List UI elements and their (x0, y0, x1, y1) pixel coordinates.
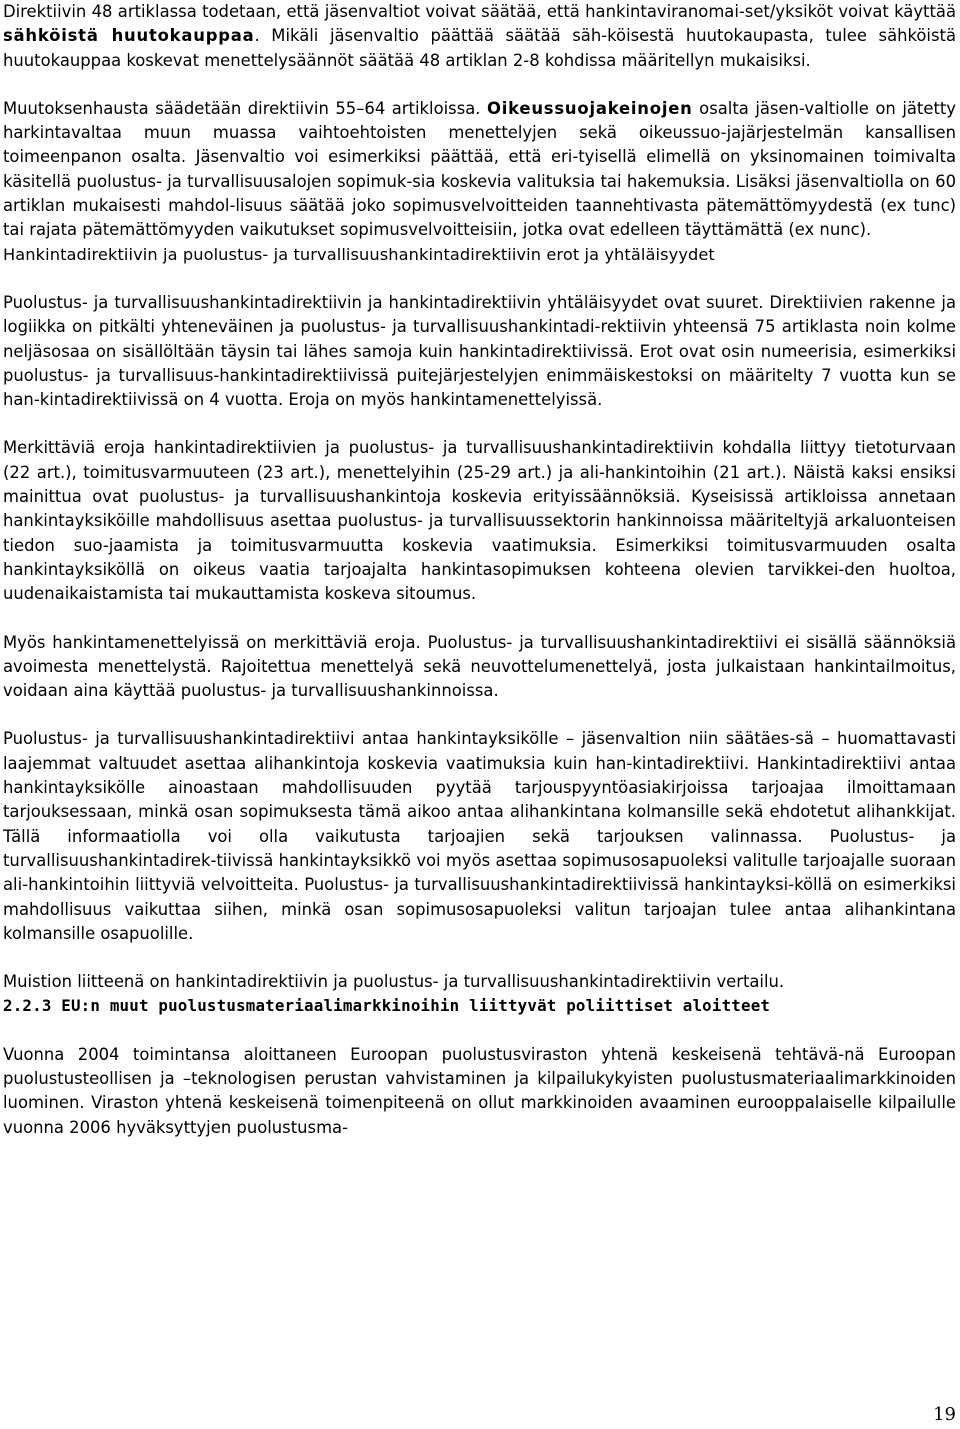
paragraph-annex: Muistion liitteenä on hankintadirektiivin ja puolustus- ja turvallisuushankintadirektiivin vertailu. (3, 972, 785, 992)
section-subheading: Hankintadirektiivin ja puolustus- ja turvallisuushankintadirektiivin erot ja yhtäläisyydet (3, 244, 715, 264)
paragraph-subcontracting: Puolustus- ja turvallisuushankintadirektiivi antaa hankintayksikölle – jäsenvaltion niin säätäes-sä – huomattavasti laajemmat valtuudet asettaa alihankintoja koskevia vaatimuksia kuin han-kintadirektiivi. Hankintadirektiivi antaa hankintayksikölle ainoastaan mahdollisuuden pyytää tarjouspyyntöasiakirjoissa tarjoajaa ilmoittamaan tarjouksessaan, minkä osan sopimuksesta tämä aikoo antaa alihankintana kolmansille sekä ehdotetut alihankkijat. Tällä informaatiolla voi olla vaikutusta tarjoajien sekä tarjouksen valinnassa. Puolustus- ja turvallisuushankintadirek-tiivissä hankintayksikkö voi myös asettaa sopimusosapuoleksi valitulle tarjoajalle suoraan ali-hankintoihin liittyviä velvoitteita. Puolustus- ja turvallisuushankintadirektiivissä hankintayksi-köllä on esimerkiksi mahdollisuus vaikuttaa siihen, minkä osan sopimusosapuoleksi valitun tarjoajan tulee antaa alihankintana kolmansille osapuolille. (3, 729, 956, 943)
section-heading: 2.2.3 EU:n muut puolustusmateriaalimarkkinoihin liittyvät poliittiset aloitteet (3, 996, 771, 1016)
page-number: 19 (933, 1404, 956, 1425)
emphasis-remedies: Oikeussuojakeinojen (487, 98, 693, 118)
paragraph-similarities: Puolustus- ja turvallisuushankintadirektiivin ja hankintadirektiivin yhtäläisyydet ovat suuret. Direktiivien rakenne ja logiikka on pitkälti yhteneväinen ja puolustus- ja turvallisuushankintadi-rektiivin yhteensä 75 artiklasta noin kolme neljäsosaa on sisällöltään täysin tai lähes samoja kuin hankintadirektiivissä. Erot ovat osin numeerisia, esimerkiksi puolustus- ja turvallisuus-hankintadirektiivissä puitejärjestelyjen enimmäiskestoksi on määritelty 7 vuotta kun se han-kintadirektiivissä on 4 vuotta. Eroja on myös hankintamenettelyissä. (3, 292, 956, 410)
paragraph-differences: Merkittäviä eroja hankintadirektiivien ja puolustus- ja turvallisuushankintadirektiivin kohdalla liittyy tietoturvaan (22 art.), toimitusvarmuuteen (23 art.), menettelyihin (25-29 art.) ja ali-hankintoihin (21 art.). Näistä kaksi ensiksi mainittua ovat puolustus- ja turvallisuushankintoja koskevia erityissäännöksiä. Kyseisissä artikloissa annetaan hankintayksiköille mahdollisuus asettaa puolustus- ja turvallisuussektorin hankinnoissa määriteltyjä arkaluonteisen tiedon suo-jaamista ja toimitusvarmuutta koskevia vaatimuksia. Esimerkiksi toimitusvarmuuden osalta hankintayksiköllä on oikeus vaatia tarjoajalta hankintasopimuksen kohteena olevien tarvikkei-den huoltoa, uudenaikaistamista tai mukauttamista koskeva sitoumus. (3, 438, 956, 604)
paragraph-electronic-auction: Direktiivin 48 artiklassa todetaan, että jäsenvaltiot voivat säätää, että hankintaviranomai-set/yksiköt voivat käyttää sähköistä huutokauppaa. Mikäli jäsenvaltio päättää säätää säh-köisestä huutokaupasta, tulee sähköistä huutokauppaa koskevat menettelysäännöt säätää 48 artiklan 2-8 kohdissa määritellyn mukaisiksi. (3, 2, 956, 70)
emphasis-electronic-auction: sähköistä huutokauppaa (3, 26, 255, 46)
paragraph-eda: Vuonna 2004 toimintansa aloittaneen Euroopan puolustusviraston yhtenä keskeisenä tehtävä-nä Euroopan puolustusteollisen ja –teknologisen perustan vahvistaminen ja kilpailukykyisten puolustusmateriaalimarkkinoiden luominen. Viraston yhtenä keskeisenä toimenpiteenä on ollut markkinoiden avaaminen eurooppalaiselle kilpailulle vuonna 2006 hyväksyttyjen puolustusma- (3, 1044, 956, 1137)
paragraph-remedies: Muutoksenhausta säädetään direktiivin 55–64 artikloissa. Oikeussuojakeinojen osalta jäsen-valtiolle on jätetty harkintavaltaa muun muassa vaihtoehtoisten menettelyjen sekä oikeussuo-jajärjestelmän kansallisen toimeenpanon osalta. Jäsenvaltio voi esimerkiksi päättää, että eri-tyisellä elimellä on yksinomainen toimivalta käsitellä puolustus- ja turvallisuusalojen sopimuk-sia koskevia valituksia tai hakemuksia. Lisäksi jäsenvaltiolla on 60 artiklan mukaisesti mahdol-lisuus säätää joko sopimusvelvoitteiden taannehtivasta pätemättömyydestä (ex tunc) tai rajata pätemättömyyden vaikutukset sopimusvelvoitteisiin, jotka ovat edelleen täyttämättä (ex nunc). (3, 98, 956, 240)
paragraph-procedures: Myös hankintamenettelyissä on merkittäviä eroja. Puolustus- ja turvallisuushankintadirektiivi ei sisällä säännöksiä avoimesta menettelystä. Rajoitettua menettelyä sekä neuvottelumenettelyä, josta julkaistaan hankintailmoitus, voidaan aina käyttää puolustus- ja turvallisuushankinnoissa. (3, 632, 956, 701)
document-page (3, 0, 956, 1140)
